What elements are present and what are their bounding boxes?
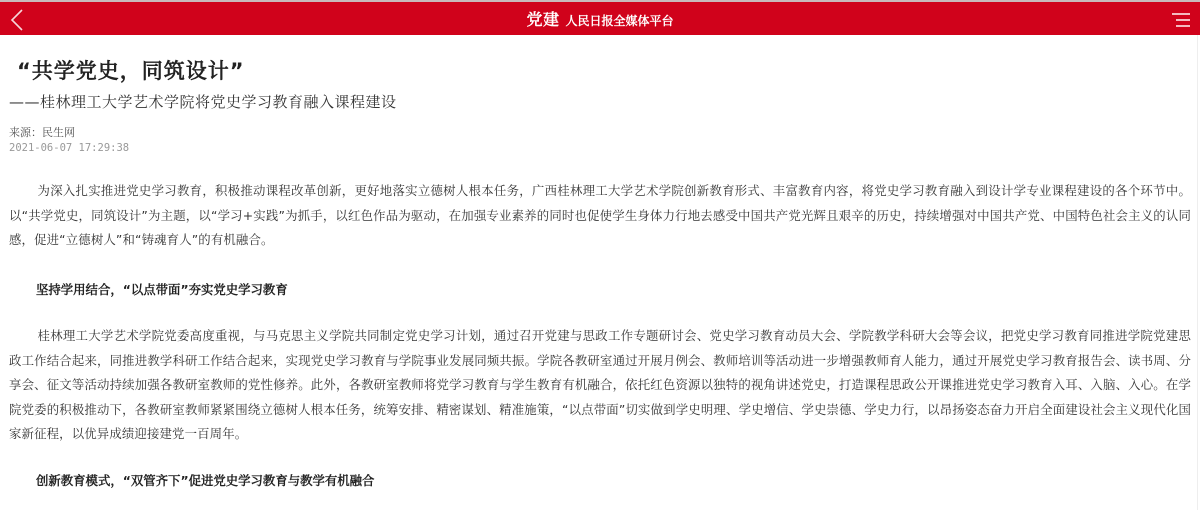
article-date: 2021-06-07 17:29:38 [9, 142, 130, 154]
article-paragraph: 桂林理工大学艺术学院党委高度重视，与马克思主义学院共同制定党史学习计划，通过召开党建与思政工作专题研讨会、党史学习教育动员大会、学院教学科研大会等会议，把党史学习教育同推进学院党建思政工作结合起来，同推进教学科研工作结合起来，实现党史学习教育与学院事业发展同频共振。学院各教研室通过开展月例会、教师培训等活动进一步增强教师育人能力，通过开展党史学习教育报告会、读书周、分享会、征文等活动持续加强各教研室教师的党性修养。此外，各教研室教师将党学习教育与学生教育有机融合，依托红色资源以独特的视角讲述党史，打造课程思政公开课推进党史学习教育入耳、入脑、入心。在学院党委的积极推动下，各教研室教师紧紧围绕立德树人根本任务，统筹安排、精密谋划、精准施策，“以点带面”切实做到学史明理、学史增信、学史崇德、学史力行，以昂扬姿态奋力开启全面建设社会主义现代化国家新征程，以优异成绩迎接建党一百周年。 [9, 328, 1191, 441]
article-content [0, 35, 1198, 510]
article-source: 来源：民生网 [9, 126, 75, 139]
site-brand[interactable] [526, 7, 673, 30]
menu-button[interactable] [1168, 9, 1190, 31]
brand-subtitle: 人民日报全媒体平台 [565, 14, 674, 28]
top-nav-bar [0, 0, 1200, 35]
article-title: “共学党史，同筑设计” [17, 59, 245, 83]
hamburger-menu-icon-line [1172, 13, 1190, 15]
chevron-left-icon [10, 8, 24, 32]
section-heading: 创新教育模式，“双管齐下”促进党史学习教育与教学有机融合 [36, 473, 375, 488]
hamburger-menu-icon-line [1176, 19, 1190, 21]
article-subtitle: ——桂林理工大学艺术学院将党史学习教育融入课程建设 [9, 93, 397, 111]
back-button[interactable] [4, 6, 30, 34]
section-heading: 坚持学用结合，“以点带面”夯实党史学习教育 [36, 282, 288, 297]
brand-main-title: 党建 [526, 10, 560, 29]
hamburger-menu-icon-line [1176, 25, 1190, 27]
article-paragraph: 为深入扎实推进党史学习教育，积极推动课程改革创新，更好地落实立德树人根本任务，广西桂林理工大学艺术学院创新教育形式、丰富教育内容，将党史学习教育融入到设计学专业课程建设的各个环节中。以“共学党史，同筑设计”为主题，以“学习+实践”为抓手，以红色作品为驱动，在加强专业素养的同时也促使学生身体力行地去感受中国共产党光辉且艰辛的历史，持续增强对中国共产党、中国特色社会主义的认同感，促进“立德树人”和“铸魂育人”的有机融合。 [9, 183, 1191, 247]
